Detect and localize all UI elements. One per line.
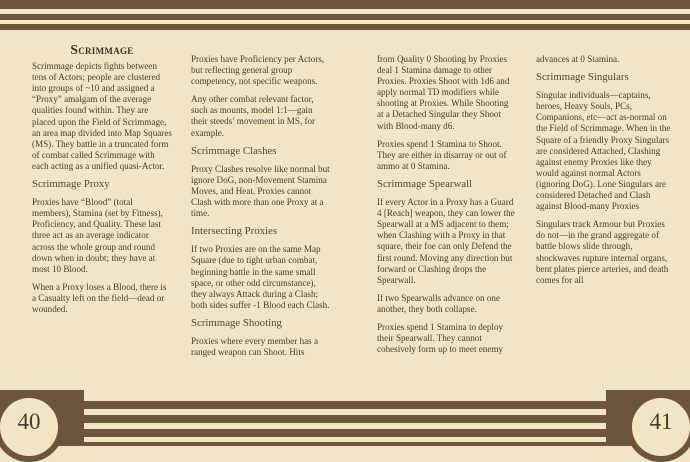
top-stripe-3	[0, 24, 690, 30]
shooting-continued-paragraph: from Quality 0 Shooting by Proxies deal 1 Stamina damage to other Proxies. Proxies Shoot with 1d6 and apply normal TD modifiers while shooting at Proxies. While Shooting at a Detached Singular they Shoot with Blood-many d6.	[377, 54, 510, 131]
spearwall-paragraph: If every Actor in a Proxy has a Guard 4 [Reach] weapon, they can lower the Spearwall at a MS adjacent to them; when Clashing with a Proxy in that square, their foe can only Defend the first round. Moving any direction but forward or Clashing drops the Spearwall.	[377, 197, 515, 285]
page-number-right: 41	[626, 392, 690, 462]
bottom-stripe-4	[0, 442, 690, 446]
spearwall-collapse-paragraph: If two Spearwalls advance on one another, they both collapse.	[377, 292, 500, 314]
heading-intersecting-proxies: Intersecting Proxies	[191, 225, 278, 238]
heading-scrimmage-clashes: Scrimmage Clashes	[191, 144, 277, 157]
heading-scrimmage-spearwall: Scrimmage Spearwall	[377, 177, 473, 190]
column-4	[536, 54, 676, 293]
bottom-stripe-3	[0, 429, 690, 437]
page-number-left: 40	[0, 392, 64, 462]
heading-scrimmage-proxy: Scrimmage Proxy	[32, 178, 110, 191]
top-stripe-2	[0, 14, 690, 20]
stamina-shoot-paragraph: Proxies spend 1 Stamina to Shoot. They are either in disarray or out of ammo at 0 Stamina.	[377, 138, 507, 171]
bottom-stripe-1	[0, 401, 690, 409]
proxy-paragraph: Proxies have “Blood” (total members), Stamina (set by Fitness), Proficiency, and Quality. These last three act as an average indicator across the whole group and round down when in doubt; they have at most 10 Blood.	[32, 197, 163, 274]
proficiency-paragraph: Proxies have Proficiency per Actors, but reflecting general group competency, not specific weapons.	[191, 54, 325, 87]
intro-paragraph: Scrimmage depicts fights between tens of Actors; people are clustered into groups of ~10 and assigned a “Proxy” amalgam of the average qualities found within. They are placed upon the Field of Scrimmage, an area map divided into Map Squares (MS). They battle in a truncated form of combat called Scrimmage with each acting as a unified quasi-Actor.	[32, 61, 172, 171]
singulars-paragraph: Singular individuals—captains, heroes, Heavy Souls, PCs, Companions, etc—act as-normal on the Field of Scrimmage. When in the Square of a friendly Proxy Singulars are considered Attached, Clashing against enemy Proxies like they would against normal Actors (ignoring DoG). Lone Singulars are considered Detached and Clash against Blood-many Proxies	[536, 90, 671, 212]
spearwall-deploy-paragraph: Proxies spend 1 Stamina to deploy their Spearwall. They cannot cohesively form up to meet enemy	[377, 321, 504, 355]
intersecting-paragraph: If two Proxies are on the same Map Square (due to tight urban combat, beginning battle in the same small space, or other odd circumstance), they always Attack during a Clash; both sides suffer -1 Blood each Clash.	[191, 244, 330, 310]
heading-scrimmage-shooting: Scrimmage Shooting	[191, 316, 282, 329]
bottom-stripe-2	[0, 415, 690, 423]
clashes-paragraph: Proxy Clashes resolve like normal but ignore DoG, non-Movement Stamina Moves, and Heat. Proxies cannot Clash with more than one Proxy at a time.	[191, 163, 330, 219]
shooting-paragraph: Proxies where every member has a ranged weapon can Shoot. Hits	[191, 335, 319, 358]
column-3	[377, 54, 517, 362]
advances-paragraph: advances at 0 Stamina.	[536, 54, 620, 64]
column-2	[191, 54, 331, 365]
casualty-paragraph: When a Proxy loses a Blood, there is a Casualty left on the field—dead or wounded.	[32, 281, 167, 314]
top-stripe-1	[0, 0, 690, 9]
page-title: Scrimmage	[70, 42, 134, 57]
heading-scrimmage-singulars: Scrimmage Singulars	[536, 71, 629, 84]
column-1	[32, 42, 172, 322]
combat-factor-paragraph: Any other combat relevant factor, such as mounts, model 1:1—gain their steeds’ movement in MS, for example.	[191, 94, 316, 138]
armour-paragraph: Singulars track Armour but Proxies do not—in the grand aggregate of battle blows slide through, shockwaves rupture internal organs, bent plates pierce arteries, and death comes for all	[536, 219, 669, 285]
